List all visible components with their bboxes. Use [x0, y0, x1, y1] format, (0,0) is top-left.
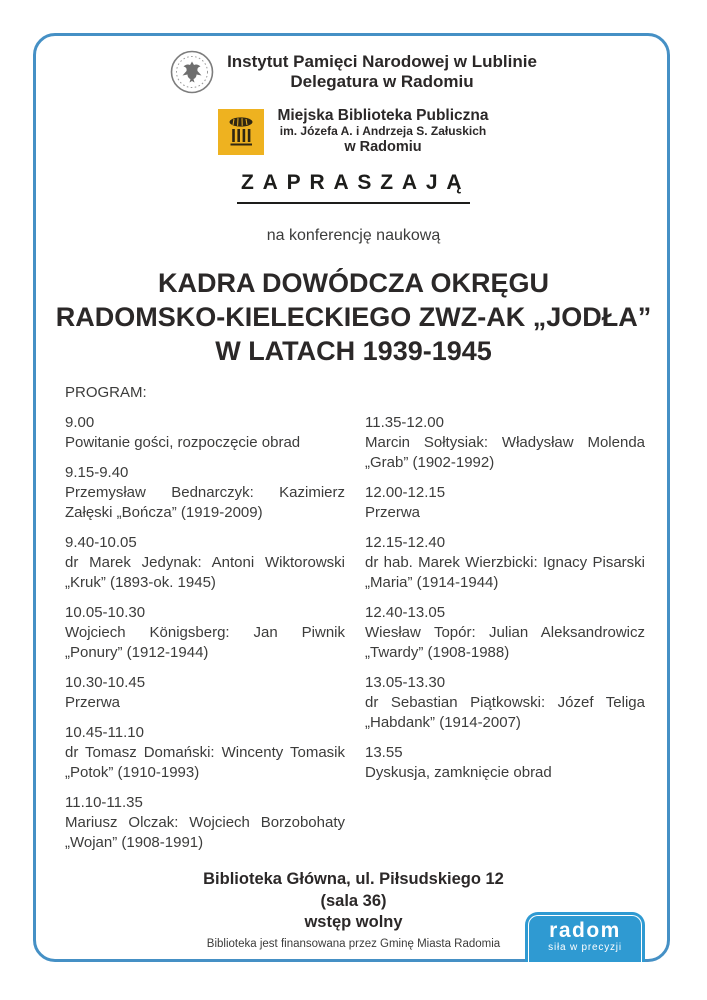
session-time: 10.45-11.10	[65, 724, 144, 741]
radom-logo-text: radom	[549, 919, 621, 942]
session-description: dr hab. Marek Wierzbicki: Ignacy Pisarski „Maria” (1914-1944)	[365, 554, 645, 591]
program-column-right	[365, 413, 645, 863]
program-section	[65, 383, 645, 863]
library-name-line2: im. Józefa A. i Andrzeja S. Załuskich	[279, 124, 487, 138]
organizer-library-name	[277, 107, 488, 156]
program-entry	[365, 603, 645, 663]
program-entry	[65, 603, 345, 663]
session-time: 12.00-12.15	[365, 484, 446, 501]
session-time: 10.05-10.30	[65, 604, 146, 621]
program-entry	[65, 723, 345, 783]
invite-heading: ZAPRASZAJĄ	[237, 171, 471, 204]
session-description: dr Marek Jedynak: Antoni Wiktorowski „Kruk” (1893-ok. 1945)	[65, 554, 345, 591]
admission-note: wstęp wolny	[304, 913, 403, 931]
session-description: Dyskusja, zamknięcie obrad	[365, 764, 552, 781]
session-description: Powitanie gości, rozpoczęcie obrad	[65, 434, 301, 451]
conference-title-line1: KADRA DOWÓDCZA OKRĘGU	[158, 268, 549, 298]
program-entry	[365, 743, 645, 783]
session-description: dr Tomasz Domański: Wincenty Tomasik „Potok” (1910-1993)	[65, 744, 345, 781]
program-entry	[65, 463, 345, 523]
conference-title-line3: W LATACH 1939-1945	[215, 336, 492, 366]
session-description: Wojciech Königsberg: Jan Piwnik „Ponury” (1912-1944)	[65, 624, 345, 661]
program-entry	[65, 413, 345, 453]
session-description: Przemysław Bednarczyk: Kazimierz Załęski „Bończa” (1919-2009)	[65, 484, 345, 521]
funding-note: Biblioteka jest finansowana przez Gminę Miasta Radomia	[206, 938, 501, 950]
organizer-library	[0, 107, 707, 156]
program-entry	[365, 483, 645, 523]
ipn-name-line2: Delegatura w Radomiu	[290, 72, 474, 91]
session-time: 11.35-12.00	[365, 414, 444, 431]
session-time: 11.10-11.35	[65, 794, 143, 811]
program-entry	[365, 673, 645, 733]
program-entry	[365, 533, 645, 593]
conference-title-line2: RADOMSKO-KIELECKIEGO ZWZ-AK „JODŁA”	[55, 302, 652, 332]
session-time: 9.15-9.40	[65, 464, 129, 481]
session-description: Mariusz Olczak: Wojciech Borzobohaty „Wojan” (1908-1991)	[65, 814, 345, 851]
session-time: 9.00	[65, 414, 95, 431]
venue-address: Biblioteka Główna, ul. Piłsudskiego 12	[203, 870, 504, 888]
session-time: 12.40-13.05	[365, 604, 446, 621]
program-heading: PROGRAM:	[65, 384, 147, 401]
session-description: Przerwa	[365, 504, 421, 521]
program-entry	[65, 793, 345, 853]
program-entry	[65, 673, 345, 713]
session-description: Marcin Sołtysiak: Władysław Molenda „Grab” (1902-1992)	[365, 434, 645, 471]
program-entry	[365, 413, 645, 473]
session-time: 12.15-12.40	[365, 534, 446, 551]
session-time: 10.30-10.45	[65, 674, 146, 691]
venue-room: (sala 36)	[320, 891, 387, 910]
organizer-ipn-name	[227, 52, 537, 92]
program-entry	[65, 533, 345, 593]
library-name-line3: w Radomiu	[344, 139, 422, 155]
ipn-name-line1: Instytut Pamięci Narodowej w Lublinie	[227, 52, 537, 71]
organizer-ipn	[0, 50, 707, 94]
session-time: 13.55	[365, 744, 403, 761]
event-type-subtitle: na konferencję naukową	[266, 227, 441, 244]
session-time: 13.05-13.30	[365, 674, 446, 691]
ipn-eagle-seal-icon	[170, 50, 214, 94]
program-column-left	[65, 413, 345, 863]
session-description: Wiesław Topór: Julian Aleksandrowicz „Twardy” (1908-1988)	[365, 624, 645, 661]
library-logo-icon	[218, 109, 264, 155]
library-name-line1: Miejska Biblioteka Publiczna	[277, 107, 489, 124]
radom-city-logo	[525, 912, 645, 962]
session-description: Przerwa	[65, 694, 121, 711]
radom-logo-tagline: siła w precyzji	[548, 942, 622, 953]
session-description: dr Sebastian Piątkowski: Józef Teliga „Habdank” (1914-2007)	[365, 694, 645, 731]
conference-title	[0, 266, 707, 368]
session-time: 9.40-10.05	[65, 534, 137, 551]
